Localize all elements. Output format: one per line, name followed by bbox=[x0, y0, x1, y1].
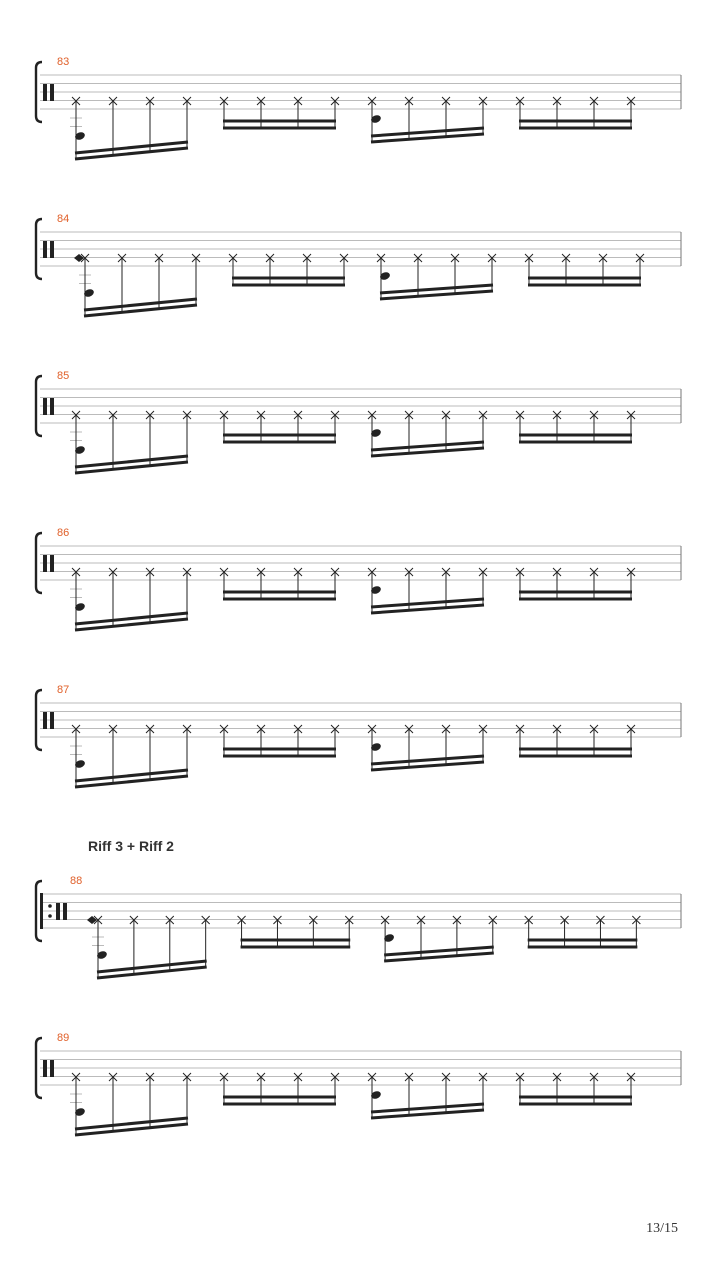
beam bbox=[97, 961, 207, 972]
repeat-thick-bar bbox=[40, 893, 43, 929]
percussion-clef bbox=[50, 555, 54, 572]
measure-number: 87 bbox=[57, 684, 70, 696]
percussion-clef bbox=[50, 241, 54, 258]
beam bbox=[75, 148, 188, 159]
beam bbox=[84, 305, 197, 316]
system-84 bbox=[36, 213, 681, 316]
beam bbox=[75, 1118, 188, 1129]
system-85 bbox=[36, 370, 681, 473]
percussion-clef bbox=[43, 712, 47, 729]
percussion-clef bbox=[43, 241, 47, 258]
beam bbox=[84, 299, 197, 310]
percussion-clef bbox=[50, 1060, 54, 1077]
page-number: 13/15 bbox=[646, 1221, 678, 1236]
percussion-clef bbox=[43, 555, 47, 572]
percussion-clef bbox=[43, 1060, 47, 1077]
system-86 bbox=[36, 527, 681, 630]
repeat-dot bbox=[48, 914, 52, 918]
repeat-dot bbox=[48, 904, 52, 908]
percussion-clef bbox=[50, 712, 54, 729]
measure-number: 86 bbox=[57, 527, 70, 539]
section-label: Riff 3 + Riff 2 bbox=[88, 838, 174, 854]
percussion-clef bbox=[43, 398, 47, 415]
measure-number: 83 bbox=[57, 56, 70, 68]
system-83 bbox=[36, 56, 681, 159]
beam bbox=[97, 967, 207, 978]
percussion-clef bbox=[50, 84, 54, 101]
percussion-clef bbox=[63, 903, 67, 920]
beam bbox=[75, 619, 188, 630]
measure-number: 88 bbox=[70, 875, 83, 887]
measure-number: 89 bbox=[57, 1032, 70, 1044]
beam bbox=[75, 456, 188, 467]
beam bbox=[75, 1124, 188, 1135]
measure-number: 84 bbox=[57, 213, 70, 225]
system-88 bbox=[36, 875, 681, 978]
percussion-clef bbox=[56, 903, 60, 920]
system-89 bbox=[36, 1032, 681, 1135]
system-87 bbox=[36, 684, 681, 787]
beam bbox=[75, 613, 188, 624]
measure-number: 85 bbox=[57, 370, 70, 382]
percussion-clef bbox=[43, 84, 47, 101]
beam bbox=[75, 462, 188, 473]
beam bbox=[75, 770, 188, 781]
beam bbox=[75, 776, 188, 787]
percussion-clef bbox=[50, 398, 54, 415]
beam bbox=[75, 142, 188, 153]
